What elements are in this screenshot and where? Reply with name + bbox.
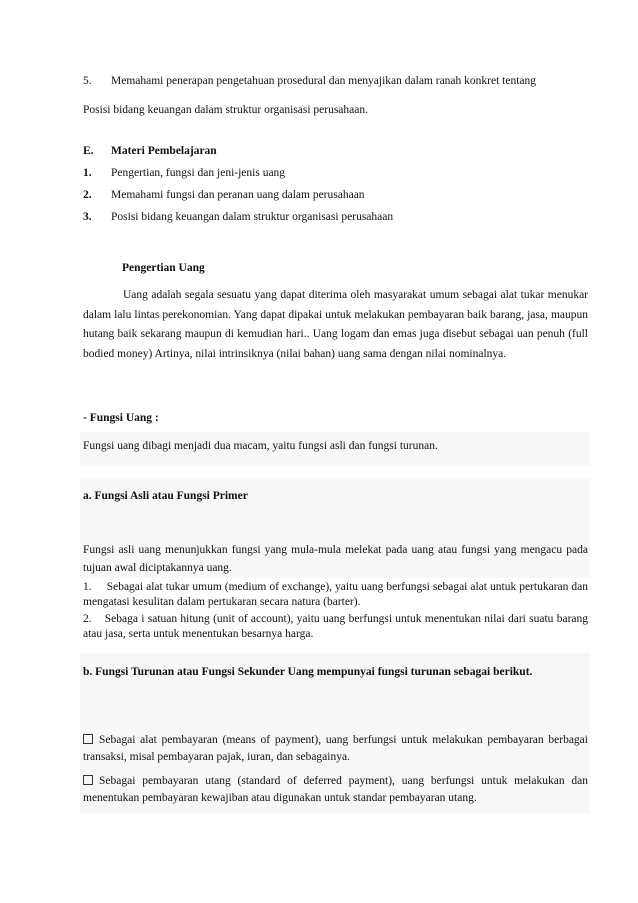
fungsi-title: - Fungsi Uang : bbox=[83, 412, 159, 424]
pengertian-title: Pengertian Uang bbox=[122, 262, 205, 274]
list-item-number: 2. bbox=[83, 189, 92, 201]
section-title: Materi Pembelajaran bbox=[111, 145, 217, 157]
checkbox-icon bbox=[83, 734, 93, 744]
item-text: Memahami penerapan pengetahuan prosedural dan menyajikan dalam ranah konkret tentang bbox=[111, 75, 537, 87]
item-number: 5. bbox=[83, 75, 92, 87]
fungsi-intro: Fungsi uang dibagi menjadi dua macam, yaitu fungsi asli dan fungsi turunan. bbox=[83, 440, 438, 452]
section-e bbox=[83, 142, 588, 227]
list-item-text: Pengertian, fungsi dan jeni-jenis uang bbox=[111, 167, 286, 179]
list-item-text: Memahami fungsi dan peranan uang dalam perusahaan bbox=[111, 189, 365, 201]
list-item bbox=[83, 186, 588, 205]
item-text: Sebaga i satuan hitung (unit of account), yaitu uang berfungsi untuk menentukan nilai dari suatu barang atau jasa, serta untuk menentukan besarnya harga. bbox=[83, 613, 589, 640]
list-item-text: Posisi bidang keuangan dalam struktur organisasi perusahaan bbox=[111, 211, 394, 223]
fungsi-asli-item bbox=[83, 612, 588, 642]
item-text: Sebagai pembayaran utang (standard of deferred payment), uang berfungsi untuk melakukan dan menentukan pembayaran kewajiban atau digunakan untuk standar pembayaran utang. bbox=[83, 775, 588, 804]
pengertian-paragraph: Uang adalah segala sesuatu yang dapat diterima oleh masyarakat umum sebagai alat tukar menukar dalam lalu lintas perekonomian. Yang dapat dipakai untuk melakukan pembayaran baik barang, jasa, maupun hutang baik sekarang maupun di kemudian hari.. Uang logam dan emas juga disebut sebagai uan penuh (full bodied money) Artinya, nilai intrinsiknya (nilai bahan) uang sama dengan nilai nominalnya. bbox=[83, 289, 588, 360]
section-letter: E. bbox=[83, 145, 94, 157]
item-text: Sebagai alat tukar umum (medium of exchange), yaitu uang berfungsi sebagai alat untuk pertukaran dan mengatasi kesulitan dalam pertukaran secara natura (barter). bbox=[83, 581, 588, 608]
list-item bbox=[83, 208, 588, 227]
objective-item-5 bbox=[83, 72, 588, 120]
list-item-number: 3. bbox=[83, 211, 92, 223]
list-item bbox=[83, 164, 588, 183]
fungsi-turunan-item bbox=[83, 732, 588, 766]
fungsi-asli-intro: Fungsi asli uang menunjukkan fungsi yang mula-mula melekat pada uang atau fungsi yang mengacu pada tujuan awal diciptakannya uang. bbox=[83, 544, 588, 574]
checkbox-icon bbox=[83, 775, 93, 785]
item-number: 1. bbox=[83, 581, 92, 593]
fungsi-turunan-item bbox=[83, 773, 588, 807]
fungsi-turunan-title: b. Fungsi Turunan atau Fungsi Sekunder Uang mempunyai fungsi turunan sebagai berikut. bbox=[83, 666, 533, 678]
item-text: Sebagai alat pembayaran (means of payment), uang berfungsi untuk melakukan pembayaran berbagai transaksi, misal pembayaran pajak, iuran, dan sebagainya. bbox=[83, 734, 588, 763]
fungsi-asli-item bbox=[83, 580, 588, 610]
list-item-number: 1. bbox=[83, 167, 92, 179]
item-text-continued: Posisi bidang keuangan dalam struktur organisasi perusahaan. bbox=[83, 104, 368, 116]
fungsi-asli-title: a. Fungsi Asli atau Fungsi Primer bbox=[83, 490, 248, 502]
item-number: 2. bbox=[83, 613, 92, 625]
